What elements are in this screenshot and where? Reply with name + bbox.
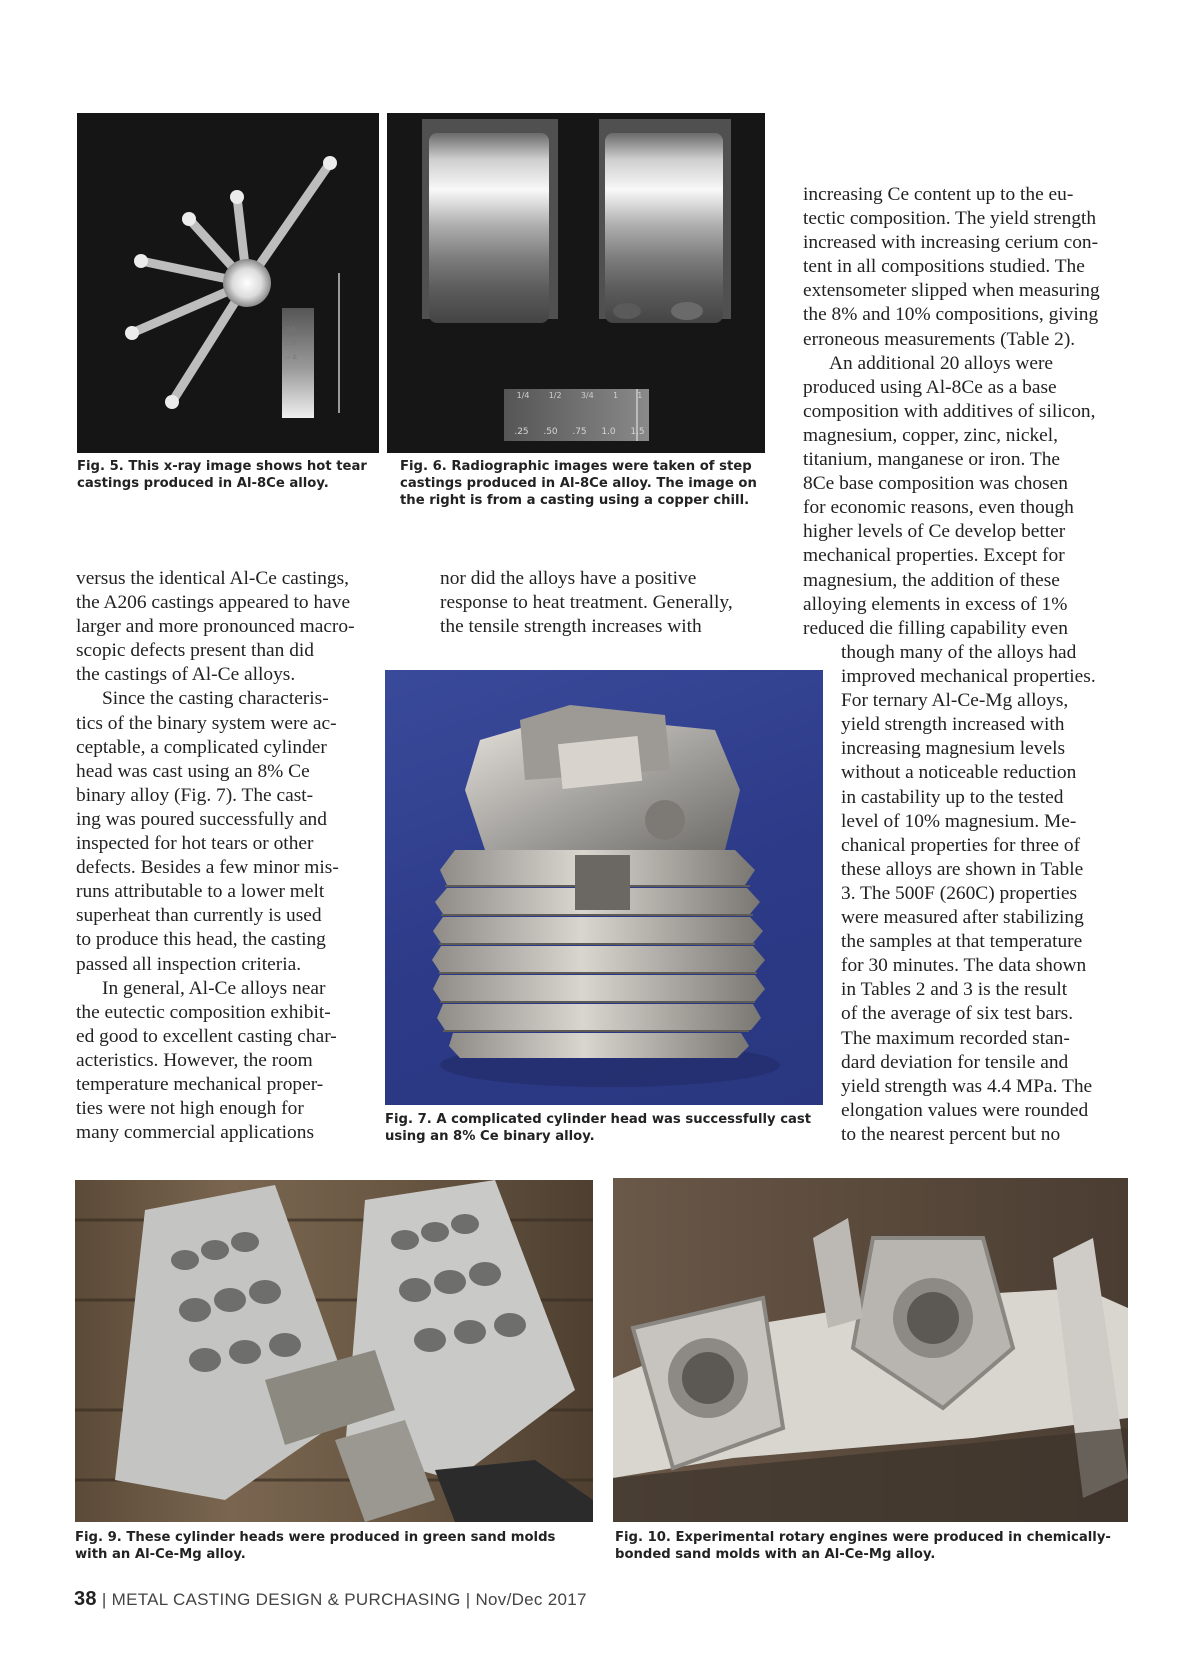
svg-text:⊏ Δ: ⊏ Δ [285, 340, 297, 347]
step-dimension: 1.5 [630, 427, 645, 437]
footer-separator: | [101, 1590, 107, 1609]
footer-separator: | [465, 1590, 471, 1609]
issue-date: Nov/Dec 2017 [475, 1590, 587, 1609]
step-label: 1/4 [516, 391, 530, 400]
body-column-1: versus the identical Al-Ce castings, the A206 castings appeared to have larger and more pronounced macro- scopic defects present than did the castings of Al-Ce alloys. Since the casting characteris- tics of the binary system were ac- ceptable, a complicated cylinder head was cast using an 8% Ce binary alloy (Fig. 7). The cast- ing was poured successfully and inspected for hot tears or other defects. Besides a few minor mis- runs attributable to a lower melt superheat than currently is used to produce this head, the casting passed all inspection criteria. In general, Al-Ce alloys near the eutectic composition exhibit- ed good to excellent casting char- acteristics. However, the room temperature mechanical proper- ties were not high enough for many commercial applications [76, 568, 355, 1144]
body-column-3-top: increasing Ce content up to the eu- tectic composition. The yield strength increased with increasing cerium con- tent in all compositions studied. The extensometer slipped when measuring the 8% and 10% compositions, giving erroneous measurements (Table 2). An additional 20 alloys were produced using Al-8Ce as a base composition with additives of silicon, magnesium, copper, zinc, nickel, titanium, manganese or iron. The 8Ce base composition was chosen for economic reasons, even though higher levels of Ce develop better mechanical properties. Except for magnesium, the addition of these alloying elements in excess of 1% reduced die filling capability even [803, 184, 1100, 639]
fig9-cylinder-heads-photo [75, 1180, 593, 1522]
fig5-xray-image [77, 113, 379, 453]
fig10-caption: Fig. 10. Experimental rotary engines were produced in chemically- bonded sand molds with an Al-Ce-Mg alloy. [615, 1530, 1111, 1562]
body-column-3-bottom: though many of the alloys had improved mechanical properties. For ternary Al-Ce-Mg alloys, yield strength increased with increasing magnesium levels without a noticeable reduction in castability up to the tested level of 10% magnesium. Me- chanical properties for three of these alloys are shown in Table 3. The 500F (260C) properties were measured after stabilizing the samples at that temperature for 30 minutes. The data shown in Tables 2 and 3 is the result of the average of six test bars. The maximum recorded stan- dard deviation for tensile and yield strength was 4.4 MPa. The elongation values were rounded to the nearest percent but no [841, 642, 1096, 1145]
page-number: 38 [74, 1588, 97, 1610]
fig7-caption: Fig. 7. A complicated cylinder head was successfully cast using an 8% Ce binary alloy. [385, 1112, 812, 1144]
body-column-2: nor did the alloys have a positive response to heat treatment. Generally, the tensile strength increases with [440, 568, 733, 638]
fig6-caption: Fig. 6. Radiographic images were taken of step castings produced in Al-8Ce alloy. The image on the right is from a casting using a copper chill. [400, 459, 757, 508]
step-label: 1 [612, 391, 619, 400]
fig7-cylinder-head-photo [385, 670, 823, 1105]
fig5-caption: Fig. 5. This x-ray image shows hot tear castings produced in Al-8Ce alloy. [77, 459, 367, 491]
step-dimension: .50 [543, 427, 558, 437]
svg-text:⊐ Δ: ⊐ Δ [285, 326, 297, 333]
publication-name: METAL CASTING DESIGN & PURCHASING [111, 1590, 461, 1609]
fig10-rotary-engines-photo [613, 1178, 1128, 1522]
step-label: 1 [637, 391, 643, 400]
fig6-radiograph-image [387, 113, 765, 453]
fig9-caption: Fig. 9. These cylinder heads were produced in green sand molds with an Al-Ce-Mg alloy. [75, 1530, 556, 1562]
step-dimension: 1.0 [601, 427, 616, 437]
step-dimension: .75 [572, 427, 587, 437]
step-dimension: .25 [514, 427, 529, 437]
step-label: 1/2 [548, 391, 562, 400]
step-label: 3/4 [580, 391, 594, 400]
page-footer [74, 1588, 587, 1611]
svg-text:▭ Δ: ▭ Δ [285, 354, 297, 361]
